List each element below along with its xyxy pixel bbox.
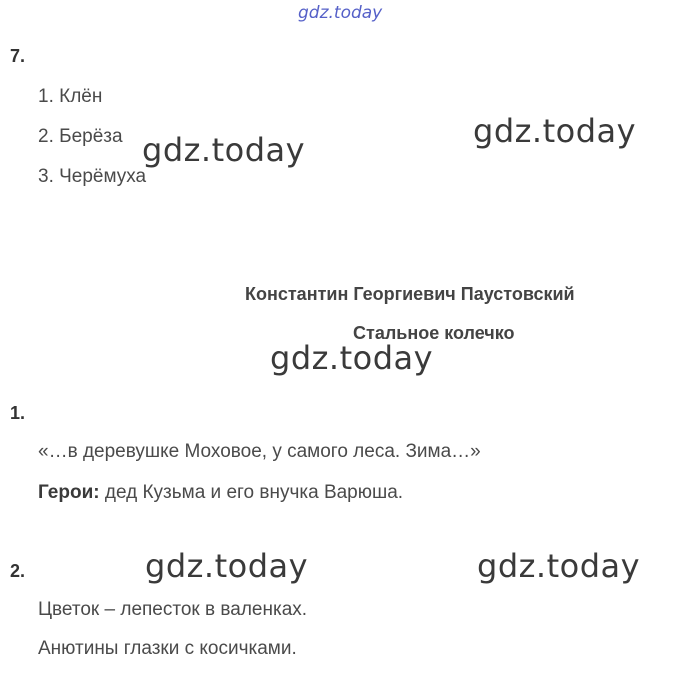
watermark: gdz.today — [477, 547, 641, 585]
quote-text: «…в деревушке Моховое, у самого леса. Зима…» — [38, 441, 481, 462]
heroes-text: дед Кузьма и его внучка Варюша. — [99, 482, 404, 503]
watermark: gdz.today — [270, 339, 434, 377]
watermark-top: gdz.today — [298, 3, 383, 23]
answer-line-2: Анютины глазки с косичками. — [38, 638, 297, 659]
watermark: gdz.today — [145, 547, 309, 585]
author-heading: Константин Георгиевич Паустовский — [245, 284, 575, 304]
heroes-line — [38, 482, 403, 504]
heroes-label: Герои: — [38, 482, 100, 503]
watermark: gdz.today — [473, 112, 637, 150]
list-item-3: 3. Черёмуха — [38, 166, 147, 187]
watermark: gdz.today — [142, 131, 306, 169]
question-1-number: 1. — [10, 403, 26, 423]
list-item-2: 2. Берёза — [38, 126, 123, 147]
question-7-number: 7. — [10, 46, 26, 66]
list-item-1: 1. Клён — [38, 86, 103, 107]
question-2-number: 2. — [10, 561, 26, 581]
answer-line-1: Цветок – лепесток в валенках. — [38, 599, 308, 620]
story-title: Стальное колечко — [353, 323, 515, 343]
